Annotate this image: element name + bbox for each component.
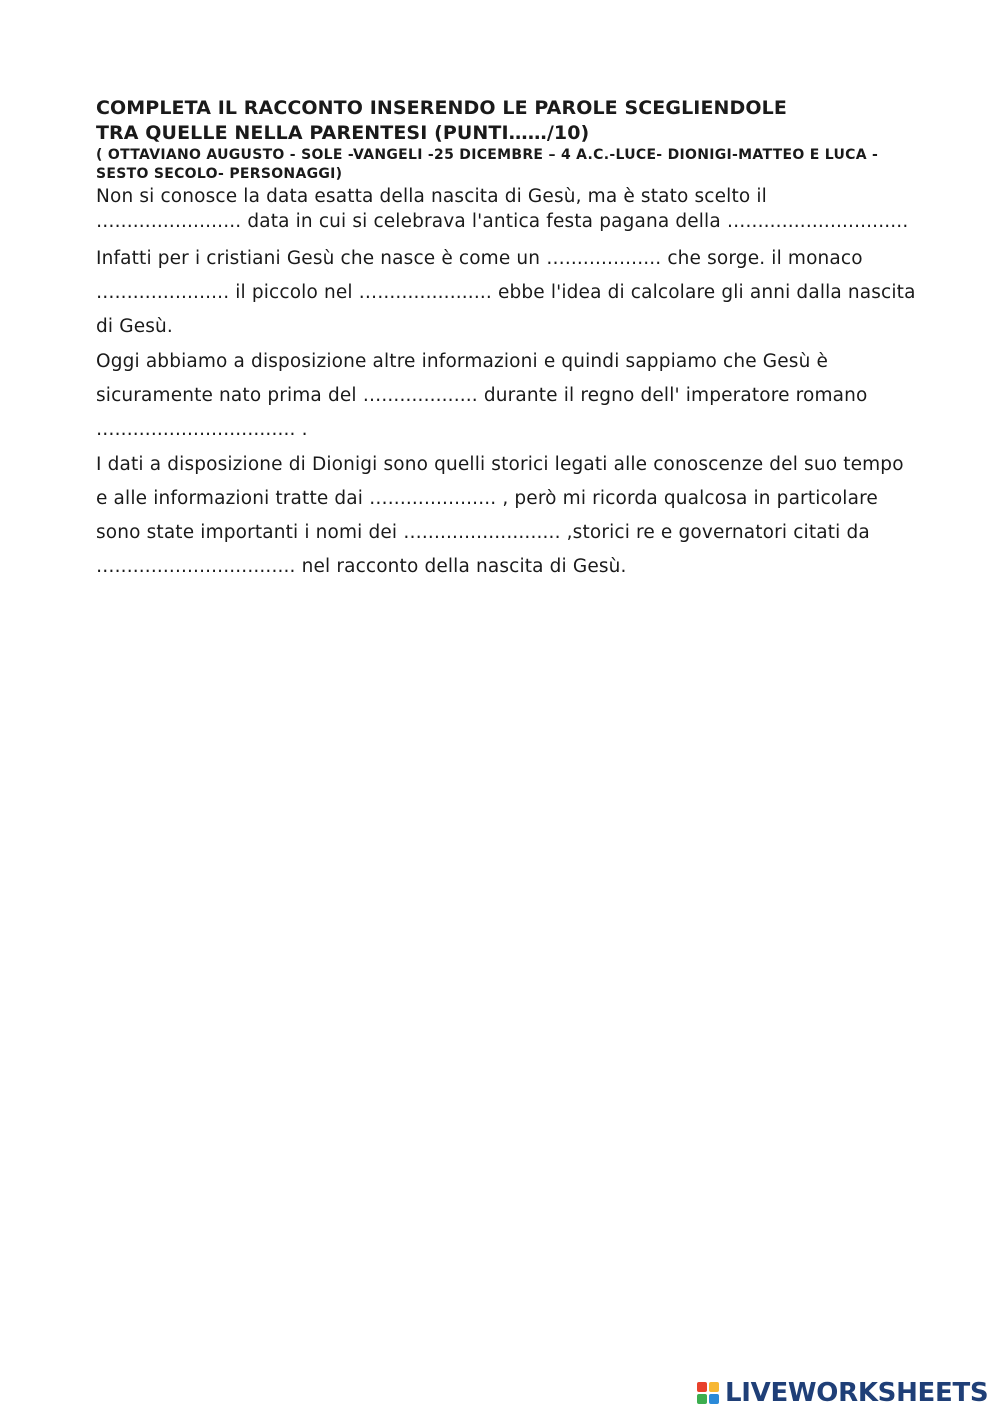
paragraph-1: Non si conosce la data esatta della nascita di Gesù, ma è stato scelto il …..................... data in cui si celebrava l'antica festa pagana della …........................... [96,186,909,232]
paragraph-2: Infatti per i cristiani Gesù che nasce è come un …................ che sorge. il monaco …................... il piccolo nel …................... ebbe l'idea di calcolare gli anni dalla nascita di Gesù. [96,248,916,337]
logo-square-yellow [709,1382,719,1392]
logo-square-blue [709,1394,719,1404]
worksheet [96,96,916,584]
logo-square-red [697,1382,707,1392]
liveworksheets-logo-icon [697,1382,719,1404]
liveworksheets-branding [697,1377,988,1409]
word-bank: ( OTTAVIANO AUGUSTO - SOLE -VANGELI -25 DICEMBRE – 4 A.C.-LUCE- DIONIGI-MATTEO E LUCA -SESTO SECOLO- PERSONAGGI) [96,147,879,182]
paragraph-4: I dati a disposizione di Dionigi sono quelli storici legati alle conoscenze del suo tempo e alle informazioni tratte dai ….................. , però mi ricorda qualcosa in particolare sono state importanti i nomi dei …....................... ,storici re e governatori citati da ….............................. nel racconto della nascita di Gesù. [96,454,904,577]
liveworksheets-wordmark: LIVEWORKSHEETS [725,1378,989,1408]
worksheet-title-line-2: TRA QUELLE NELLA PARENTESI (PUNTI……/10) [96,122,590,144]
logo-square-green [697,1394,707,1404]
worksheet-title-line-1: COMPLETA IL RACCONTO INSERENDO LE PAROLE SCEGLIENDOLE [96,97,787,119]
paragraph-3: Oggi abbiamo a disposizione altre informazioni e quindi sappiamo che Gesù è sicuramente nato prima del …................ durante il regno dell' imperatore romano ….............................. . [96,351,868,440]
